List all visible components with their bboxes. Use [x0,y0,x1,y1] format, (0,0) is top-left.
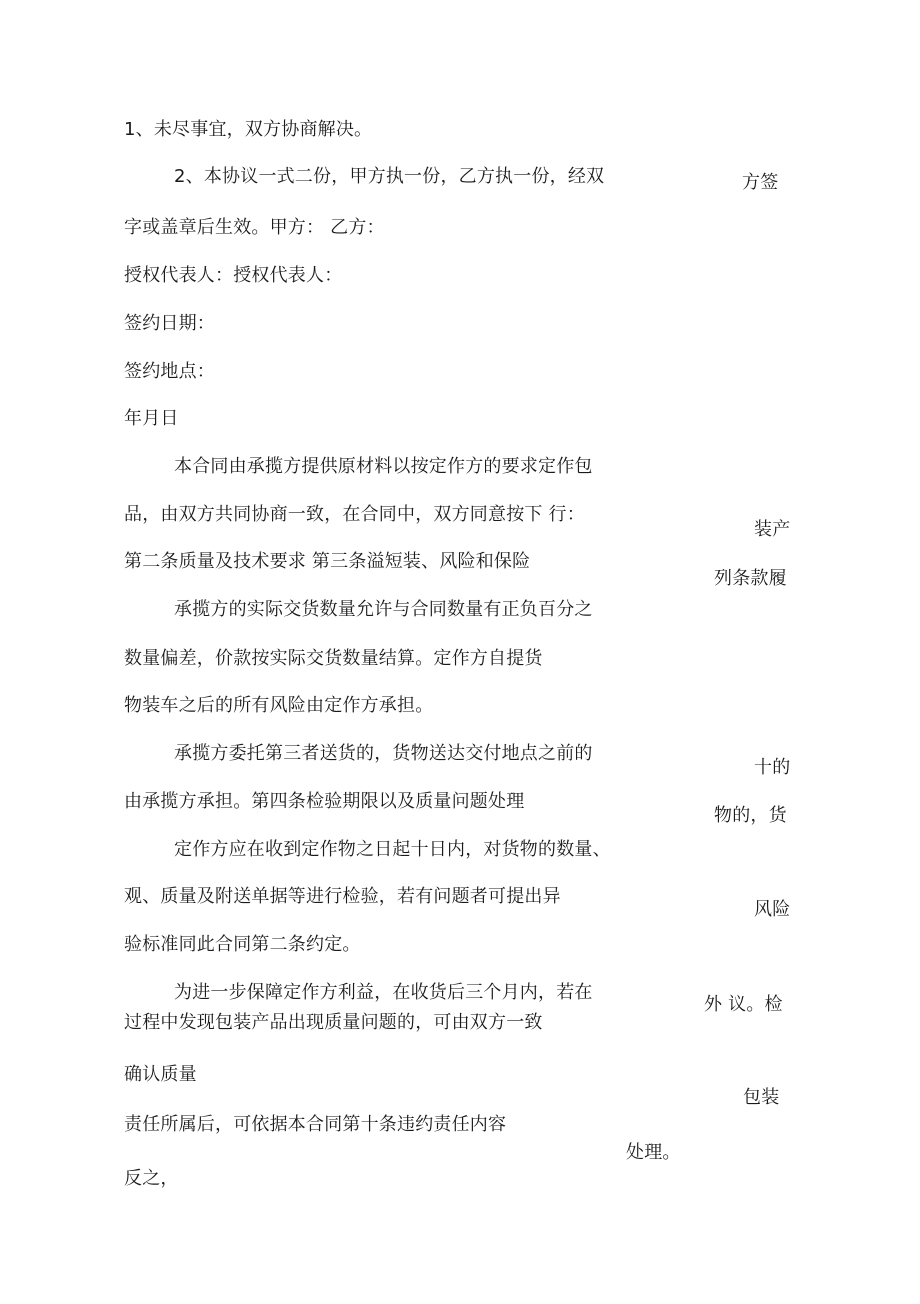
signing-date-line: 签约日期： [124,313,215,334]
side-fragment: 外 议。检 [704,994,783,1015]
confirm-quality-line: 确认质量 [124,1064,197,1085]
buyer-protection-line: 为进一步保障定作方利益，在收货后三个月内，若在 [174,982,593,1003]
clause-1-line: 1、未尽事宜，双方协商解决。 [124,119,373,140]
contract-intro-continuation-line: 品，由双方共同协商一致，在合同中，双方同意按下 行： [124,504,585,525]
side-fragment: 物的，货 [714,805,787,826]
price-settlement-line: 数量偏差，价款按实际交货数量结算。定作方自提货 [124,648,543,669]
clause-2-line: 2、本协议一式二份，甲方执一份，乙方执一份，经双 [174,166,605,187]
side-fragment: 包装 [743,1087,780,1108]
quantity-tolerance-line: 承揽方的实际交货数量允许与合同数量有正负百分之 [174,599,593,620]
authorized-representative-line: 授权代表人：授权代表人： [124,265,343,286]
liability-line: 责任所属后，可依据本合同第十条违约责任内容 [124,1114,507,1135]
inspection-period-line: 定作方应在收到定作物之日起十日内，对货物的数量、 [174,839,611,860]
inspection-items-line: 观、质量及附送单据等进行检验，若有问题者可提出异 [124,886,561,907]
side-fragment: 装产 [754,519,791,540]
conversely-line: 反之， [124,1168,179,1189]
risk-bearing-line: 物装车之后的所有风险由定作方承担。 [124,695,434,716]
side-fragment: 处理。 [626,1142,681,1163]
contract-intro-line: 本合同由承揽方提供原材料以按定作方的要求定作包 [174,456,593,477]
inspection-standard-line: 验标准同此合同第二条约定。 [124,934,361,955]
clause-2-continuation-line: 字或盖章后生效。甲方： 乙方： [124,217,385,238]
quality-issue-line: 过程中发现包装产品出现质量问题的，可由双方一致 [124,1012,543,1033]
side-fragment: 列条款履 [714,568,787,589]
signing-place-line: 签约地点： [124,361,215,382]
side-fragment: 风险 [754,899,791,920]
article-2-3-heading-line: 第二条质量及技术要求 第三条溢短装、风险和保险 [124,551,531,572]
date-line: 年月日 [124,408,179,429]
article-4-heading-line: 由承揽方承担。第四条检验期限以及质量问题处理 [124,791,525,812]
third-party-delivery-line: 承揽方委托第三者送货的，货物送达交付地点之前的 [174,743,593,764]
side-fragment: 十的 [754,757,791,778]
side-fragment: 方签 [742,172,779,193]
